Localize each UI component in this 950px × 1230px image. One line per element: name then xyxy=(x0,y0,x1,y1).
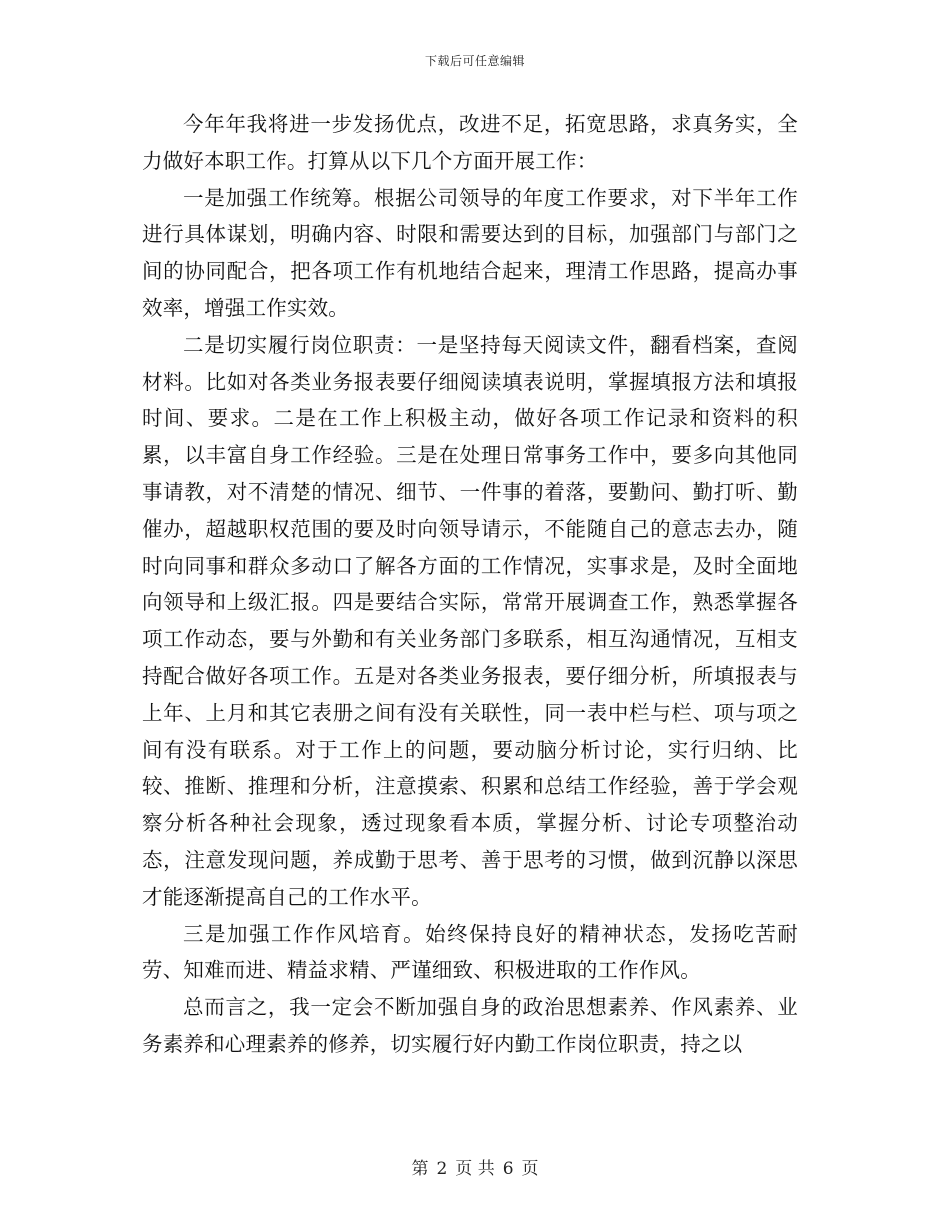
footer-prefix: 第 xyxy=(411,1159,429,1179)
footer-suffix: 页 xyxy=(521,1159,539,1179)
page-number-footer xyxy=(0,1154,950,1179)
page-header-note: 下载后可任意编辑 xyxy=(424,54,525,68)
paragraph-point-two: 二是切实履行岗位职责：一是坚持每天阅读文件，翻看档案，查阅材料。比如对各类业务报表要仔细阅读填表说明，掌握填报方法和填报时间、要求。二是在工作上积极主动，做好各项工作记录和资料的积累，以丰富自身工作经验。三是在处理日常事务工作中，要多向其他同事请教，对不清楚的情况、细节、一件事的着落，要勤问、勤打听、勤催办，超越职权范围的要及时向领导请示，不能随自己的意志去办，随时向同事和群众多动口了解各方面的工作情况，实事求是，及时全面地向领导和上级汇报。四是要结合实际，常常开展调查工作，熟悉掌握各项工作动态，要与外勤和有关业务部门多联系，相互沟通情况，互相支持配合做好各项工作。五是对各类业务报表，要仔细分析，所填报表与上年、上月和其它表册之间有没有关联性，同一表中栏与栏、项与项之间有没有联系。对于工作上的问题，要动脑分析讨论，实行归纳、比较、推断、推理和分析，注意摸索、积累和总结工作经验，善于学会观察分析各种社会现象，透过现象看本质，掌握分析、讨论专项整治动态，注意发现问题，养成勤于思考、善于思考的习惯，做到沉静以深思才能逐渐提高自己的工作水平。 xyxy=(142,332,798,909)
paragraph-conclusion: 总而言之，我一定会不断加强自身的政治思想素养、作风素养、业务素养和心理素养的修养，切实履行好内勤工作岗位职责，持之以 xyxy=(142,995,798,1056)
footer-total-pages: 6 xyxy=(502,1159,514,1179)
paragraph-point-three: 三是加强工作作风培育。始终保持良好的精神状态，发扬吃苦耐劳、知难而进、精益求精、严谨细致、积极进取的工作作风。 xyxy=(142,921,798,983)
document-body xyxy=(142,106,798,1063)
paragraph-point-one: 一是加强工作统筹。根据公司领导的年度工作要求，对下半年工作进行具体谋划，明确内容、时限和需要达到的目标，加强部门与部门之间的协同配合，把各项工作有机地结合起来，理清工作思路，提高办事效率，增强工作实效。 xyxy=(142,185,798,320)
footer-middle: 页 共 xyxy=(455,1159,495,1179)
paragraph-intro: 今年年我将进一步发扬优点，改进不足，拓宽思路，求真务实，全力做好本职工作。打算从以下几个方面开展工作： xyxy=(142,112,798,173)
footer-current-page: 2 xyxy=(436,1159,448,1179)
